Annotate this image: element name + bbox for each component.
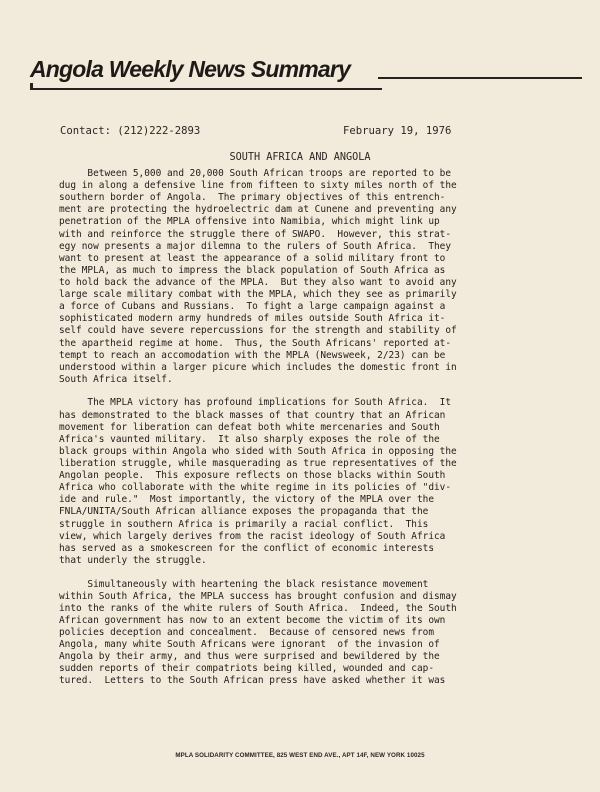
- text-line: southern border of Angola. The primary objectives of this entrench-: [59, 192, 446, 204]
- text-line: has served as a smokescreen for the conflict of economic interests: [59, 542, 435, 554]
- text-line: into the ranks of the white rulers of South Africa. Indeed, the South: [59, 602, 457, 614]
- text-line: a force of Cubans and Russians. To fight a large campaign against a: [59, 301, 446, 313]
- contact-phone: Contact: (212)222-2893: [60, 125, 201, 137]
- paragraph: [59, 579, 551, 688]
- text-line: want to present at least the appearance of a solid military front to: [59, 252, 446, 264]
- text-line: large scale military combat with the MPLA, which they see as primarily: [59, 289, 457, 301]
- text-line: African government has now to an extent become the victim of its own: [59, 614, 446, 626]
- text-line: The MPLA victory has profound implications for South Africa. It: [59, 397, 452, 409]
- masthead-title: Angola Weekly News Summary: [30, 56, 351, 82]
- text-line: Angola by their army, and thus were surprised and bewildered by the: [59, 651, 440, 663]
- text-line: with and reinforce the struggle there of SWAPO. However, this strat-: [59, 228, 452, 240]
- text-line: movement for liberation can defeat both white mercenaries and South: [59, 421, 440, 433]
- text-line: the MPLA, as much to impress the black population of South Africa as: [59, 264, 446, 276]
- paragraph: [59, 397, 551, 567]
- issue-date: February 19, 1976: [343, 125, 452, 137]
- text-line: the apartheid regime at home. Thus, the South Africans' reported at-: [59, 337, 452, 349]
- text-line: Between 5,000 and 20,000 South African troops are reported to be: [59, 168, 452, 179]
- masthead: [30, 56, 582, 90]
- text-line: liberation struggle, while masquerading as true representatives of the: [59, 458, 457, 470]
- article-heading: SOUTH AFRICA AND ANGOLA: [229, 152, 371, 163]
- text-line: Angola, many white South Africans were ignorant of the invasion of: [59, 639, 440, 651]
- text-line: Africa's vaunted military. It also sharply exposes the role of the: [59, 433, 440, 445]
- text-line: to hold back the advance of the MPLA. But they also want to avoid any: [59, 276, 457, 288]
- text-line: understood within a larger picure which includes the domestic front in: [59, 361, 457, 373]
- text-line: tempt to reach an accomodation with the MPLA (Newsweek, 2/23) can be: [59, 349, 446, 361]
- article-body: [59, 168, 551, 687]
- text-line: self could have severe repercussions for the strength and stability of: [59, 325, 457, 337]
- masthead-underline: [30, 88, 382, 90]
- text-line: Africa who collaborate with the white regime in its policies of "div-: [59, 482, 452, 494]
- paragraph: [59, 168, 551, 386]
- text-line: has demonstrated to the black masses of that country that an African: [59, 409, 446, 421]
- text-line: that underly the struggle.: [59, 554, 207, 566]
- text-line: ide and rule." Most importantly, the victory of the MPLA over the: [59, 494, 435, 506]
- contact-row: [60, 125, 540, 139]
- text-line: ment are protecting the hydroelectric dam at Cunene and preventing any: [59, 204, 457, 216]
- text-line: dug in along a defensive line from fifteen to sixty miles north of the: [59, 180, 457, 192]
- text-line: South Africa itself.: [59, 373, 173, 385]
- text-line: sophisticated modern army hundreds of miles outside South Africa it-: [59, 313, 446, 325]
- text-line: black groups within Angola who sided with South Africa in opposing the: [59, 445, 457, 457]
- text-line: FNLA/UNITA/South African alliance exposes the propaganda that the: [59, 506, 429, 518]
- text-line: within South Africa, the MPLA success has brought confusion and dismay: [59, 590, 457, 602]
- text-line: penetration of the MPLA offensive into Namibia, which might link up: [59, 216, 440, 228]
- text-line: Simultaneously with heartening the black resistance movement: [59, 578, 429, 590]
- footer-address: MPLA SOLIDARITY COMMITTEE, 825 WEST END AVE., APT 14F, NEW YORK 10025: [175, 752, 425, 759]
- text-line: Angolan people. This exposure reflects on those blacks within South: [59, 470, 446, 482]
- masthead-rule: [378, 77, 582, 79]
- text-line: view, which largely derives from the racist ideology of South Africa: [59, 530, 446, 542]
- text-line: sudden reports of their compatriots being killed, wounded and cap-: [59, 663, 435, 675]
- text-line: policies deception and concealment. Because of censored news from: [59, 626, 435, 638]
- text-line: egy now presents a major dilemna to the rulers of South Africa. They: [59, 240, 452, 252]
- text-line: tured. Letters to the South African press have asked whether it was: [59, 675, 446, 687]
- text-line: struggle in southern Africa is primarily a racial conflict. This: [59, 518, 429, 530]
